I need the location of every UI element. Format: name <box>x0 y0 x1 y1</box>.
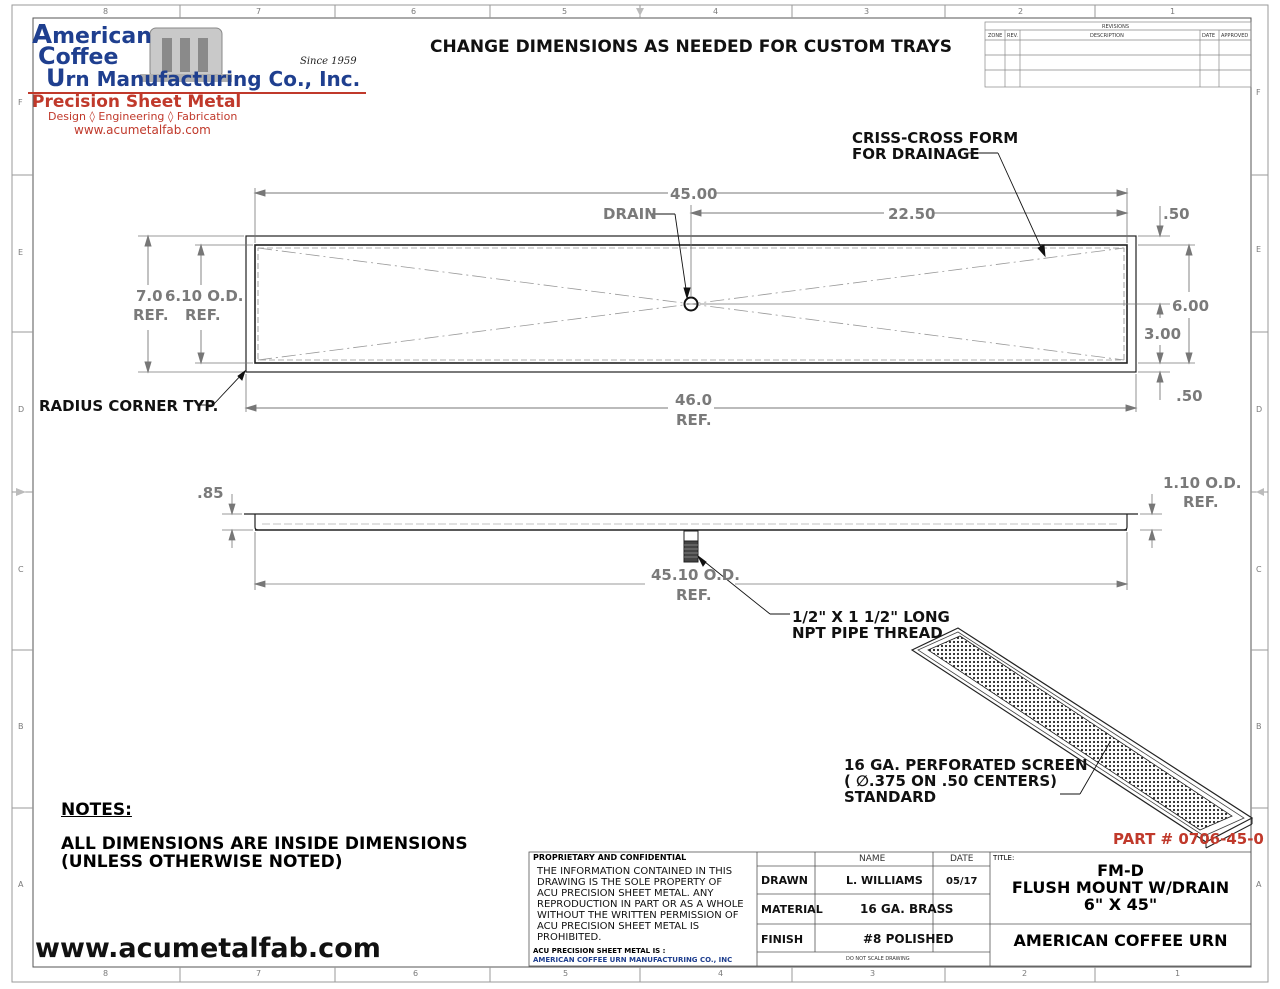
prop-line-1: THE INFORMATION CONTAINED IN THIS <box>537 866 733 877</box>
drawing-title <box>990 862 1251 913</box>
material-label: MATERIAL <box>761 903 823 916</box>
dim-45-10-od: 45.10 O.D. <box>651 566 740 584</box>
zone-bottom-3: 3 <box>870 969 876 978</box>
revisions-col-description: DESCRIPTION <box>1090 33 1124 39</box>
name-col-head: NAME <box>859 854 886 864</box>
dim-6-10-ref: REF. <box>185 306 221 324</box>
dim-3-00: 3.00 <box>1144 325 1182 343</box>
notes-line-1: ALL DIMENSIONS ARE INSIDE DIMENSIONS <box>61 834 468 854</box>
zone-right-b: B <box>1256 722 1262 731</box>
dim-6-00: 6.00 <box>1172 297 1210 315</box>
prop-line-2: DRAWING IS THE SOLE PROPERTY OF <box>537 877 723 888</box>
dim-22-50: 22.50 <box>888 205 936 223</box>
zone-left-b: B <box>18 722 24 731</box>
zone-top-2: 2 <box>1018 7 1024 16</box>
zone-top-4: 4 <box>713 7 719 16</box>
prop-head: PROPRIETARY AND CONFIDENTIAL <box>533 853 687 862</box>
zone-bottom-4: 4 <box>718 969 724 978</box>
zone-top-8: 8 <box>103 7 109 16</box>
screen-note-3: STANDARD <box>844 788 937 806</box>
footer-url[interactable]: www.acumetalfab.com <box>35 933 381 964</box>
logo-cap-a: A <box>32 20 53 50</box>
zone-bottom-1: 1 <box>1175 969 1181 978</box>
drawing-title-line-2: FLUSH MOUNT W/DRAIN <box>1011 878 1230 897</box>
zone-top-7: 7 <box>256 7 262 16</box>
notes-heading: NOTES: <box>61 800 132 820</box>
logo-line-urn <box>46 64 360 92</box>
pipe-thread-label-2: NPT PIPE THREAD <box>792 624 943 642</box>
zone-right-a: A <box>1256 880 1262 889</box>
do-not-scale: DO NOT SCALE DRAWING <box>846 956 910 962</box>
prop-line-7: PROHIBITED. <box>537 932 602 943</box>
zone-left-d: D <box>18 405 25 414</box>
logo-coffee: offee <box>55 45 119 70</box>
radius-corner-label: RADIUS CORNER TYP. <box>39 397 219 415</box>
part-number: PART # 0706-45-0 <box>1113 830 1264 848</box>
finish-label: FINISH <box>761 933 804 946</box>
zone-bottom-7: 7 <box>256 969 262 978</box>
screen-note-2: ( ∅.375 ON .50 CENTERS) <box>844 772 1057 790</box>
zone-top-3: 3 <box>864 7 870 16</box>
zone-left-e: E <box>18 248 24 257</box>
zone-right-e: E <box>1256 245 1262 254</box>
zone-left-f: F <box>18 98 23 107</box>
dim-45-10-ref: REF. <box>676 586 712 604</box>
zone-bottom-8: 8 <box>103 969 109 978</box>
revisions-col-rev: REV. <box>1007 33 1018 39</box>
zone-right-f: F <box>1256 88 1261 97</box>
zone-top-6: 6 <box>411 7 417 16</box>
zone-top-1: 1 <box>1170 7 1176 16</box>
pipe-thread <box>684 531 698 562</box>
zone-right-c: C <box>1256 565 1262 574</box>
dim-46-0-ref: REF. <box>676 411 712 429</box>
drawing-title-line-3: 6" X 45" <box>1083 895 1158 914</box>
dim-0-85: .85 <box>197 484 224 502</box>
isometric-tray <box>912 628 1252 848</box>
date-col-head: DATE <box>950 854 974 864</box>
zone-left-c: C <box>18 565 24 574</box>
zone-bottom-6: 6 <box>413 969 419 978</box>
dim-050-bottom: .50 <box>1176 387 1203 405</box>
revisions-col-zone: ZONE <box>988 33 1003 39</box>
drawn-date: 05/17 <box>946 876 978 887</box>
logo-precision-sheet-metal: Precision Sheet Metal <box>32 92 242 112</box>
drain-label: DRAIN <box>603 205 657 223</box>
company-logo <box>32 20 368 140</box>
drawing-title-line-1: FM-D <box>1097 861 1144 880</box>
zone-top-5: 5 <box>562 7 568 16</box>
prop-line-4: REPRODUCTION IN PART OR AS A WHOLE <box>537 899 744 910</box>
logo-since: Since 1959 <box>300 56 357 67</box>
logo-url[interactable]: www.acumetalfab.com <box>74 123 211 137</box>
finish-value: #8 POLISHED <box>863 932 954 946</box>
title-col-head: TITLE: <box>993 854 1015 862</box>
dim-46-0: 46.0 <box>675 391 713 409</box>
criss-cross-label-2: FOR DRAINAGE <box>852 145 980 163</box>
criss-cross-label-1: CRISS-CROSS FORM <box>852 129 1019 147</box>
zone-left-a: A <box>18 880 24 889</box>
title-company: AMERICAN COFFEE URN <box>1013 931 1228 950</box>
drawn-label: DRAWN <box>761 874 808 887</box>
pipe-thread-label-1: 1/2" X 1 1/2" LONG <box>792 608 950 626</box>
prop-line-3: ACU PRECISION SHEET METAL. ANY <box>537 888 714 899</box>
acu-is-label: ACU PRECISION SHEET METAL IS : <box>533 947 666 955</box>
logo-urn: rn Manufacturing Co., Inc. <box>65 67 361 91</box>
page-title: CHANGE DIMENSIONS AS NEEDED FOR CUSTOM TRAYS <box>430 37 952 57</box>
acu-company: AMERICAN COFFEE URN MANUFACTURING CO., INC <box>533 956 733 964</box>
logo-services: Design ◊ Engineering ◊ Fabrication <box>48 110 238 123</box>
material-value: 16 GA. BRASS <box>860 902 954 916</box>
zone-bottom-2: 2 <box>1022 969 1028 978</box>
dim-050-top: .50 <box>1163 205 1190 223</box>
dim-7-0: 7.0 <box>136 287 163 305</box>
dim-6-10-od: 6.10 O.D. <box>165 287 244 305</box>
logo-cap-u: U <box>46 64 66 92</box>
dim-7-0-ref: REF. <box>133 306 169 324</box>
zone-right-d: D <box>1256 405 1263 414</box>
revisions-col-date: DATE <box>1202 33 1216 39</box>
revisions-col-approved: APPROVED <box>1221 33 1249 39</box>
logo-american: merican <box>52 24 152 49</box>
logo-cap-c: C <box>38 42 56 70</box>
prop-line-6: ACU PRECISION SHEET METAL IS <box>537 921 700 932</box>
notes-line-2: (UNLESS OTHERWISE NOTED) <box>61 852 343 872</box>
revisions-title: REVISIONS <box>1102 24 1130 30</box>
prop-line-5: WITHOUT THE WRITTEN PERMISSION OF <box>537 910 739 921</box>
dim-1-10-ref: REF. <box>1183 493 1219 511</box>
dim-1-10-od: 1.10 O.D. <box>1163 474 1242 492</box>
drawn-name: L. WILLIAMS <box>846 874 923 887</box>
zone-bottom-5: 5 <box>563 969 569 978</box>
dim-45-00: 45.00 <box>670 185 718 203</box>
screen-note-1: 16 GA. PERFORATED SCREEN <box>844 756 1088 774</box>
